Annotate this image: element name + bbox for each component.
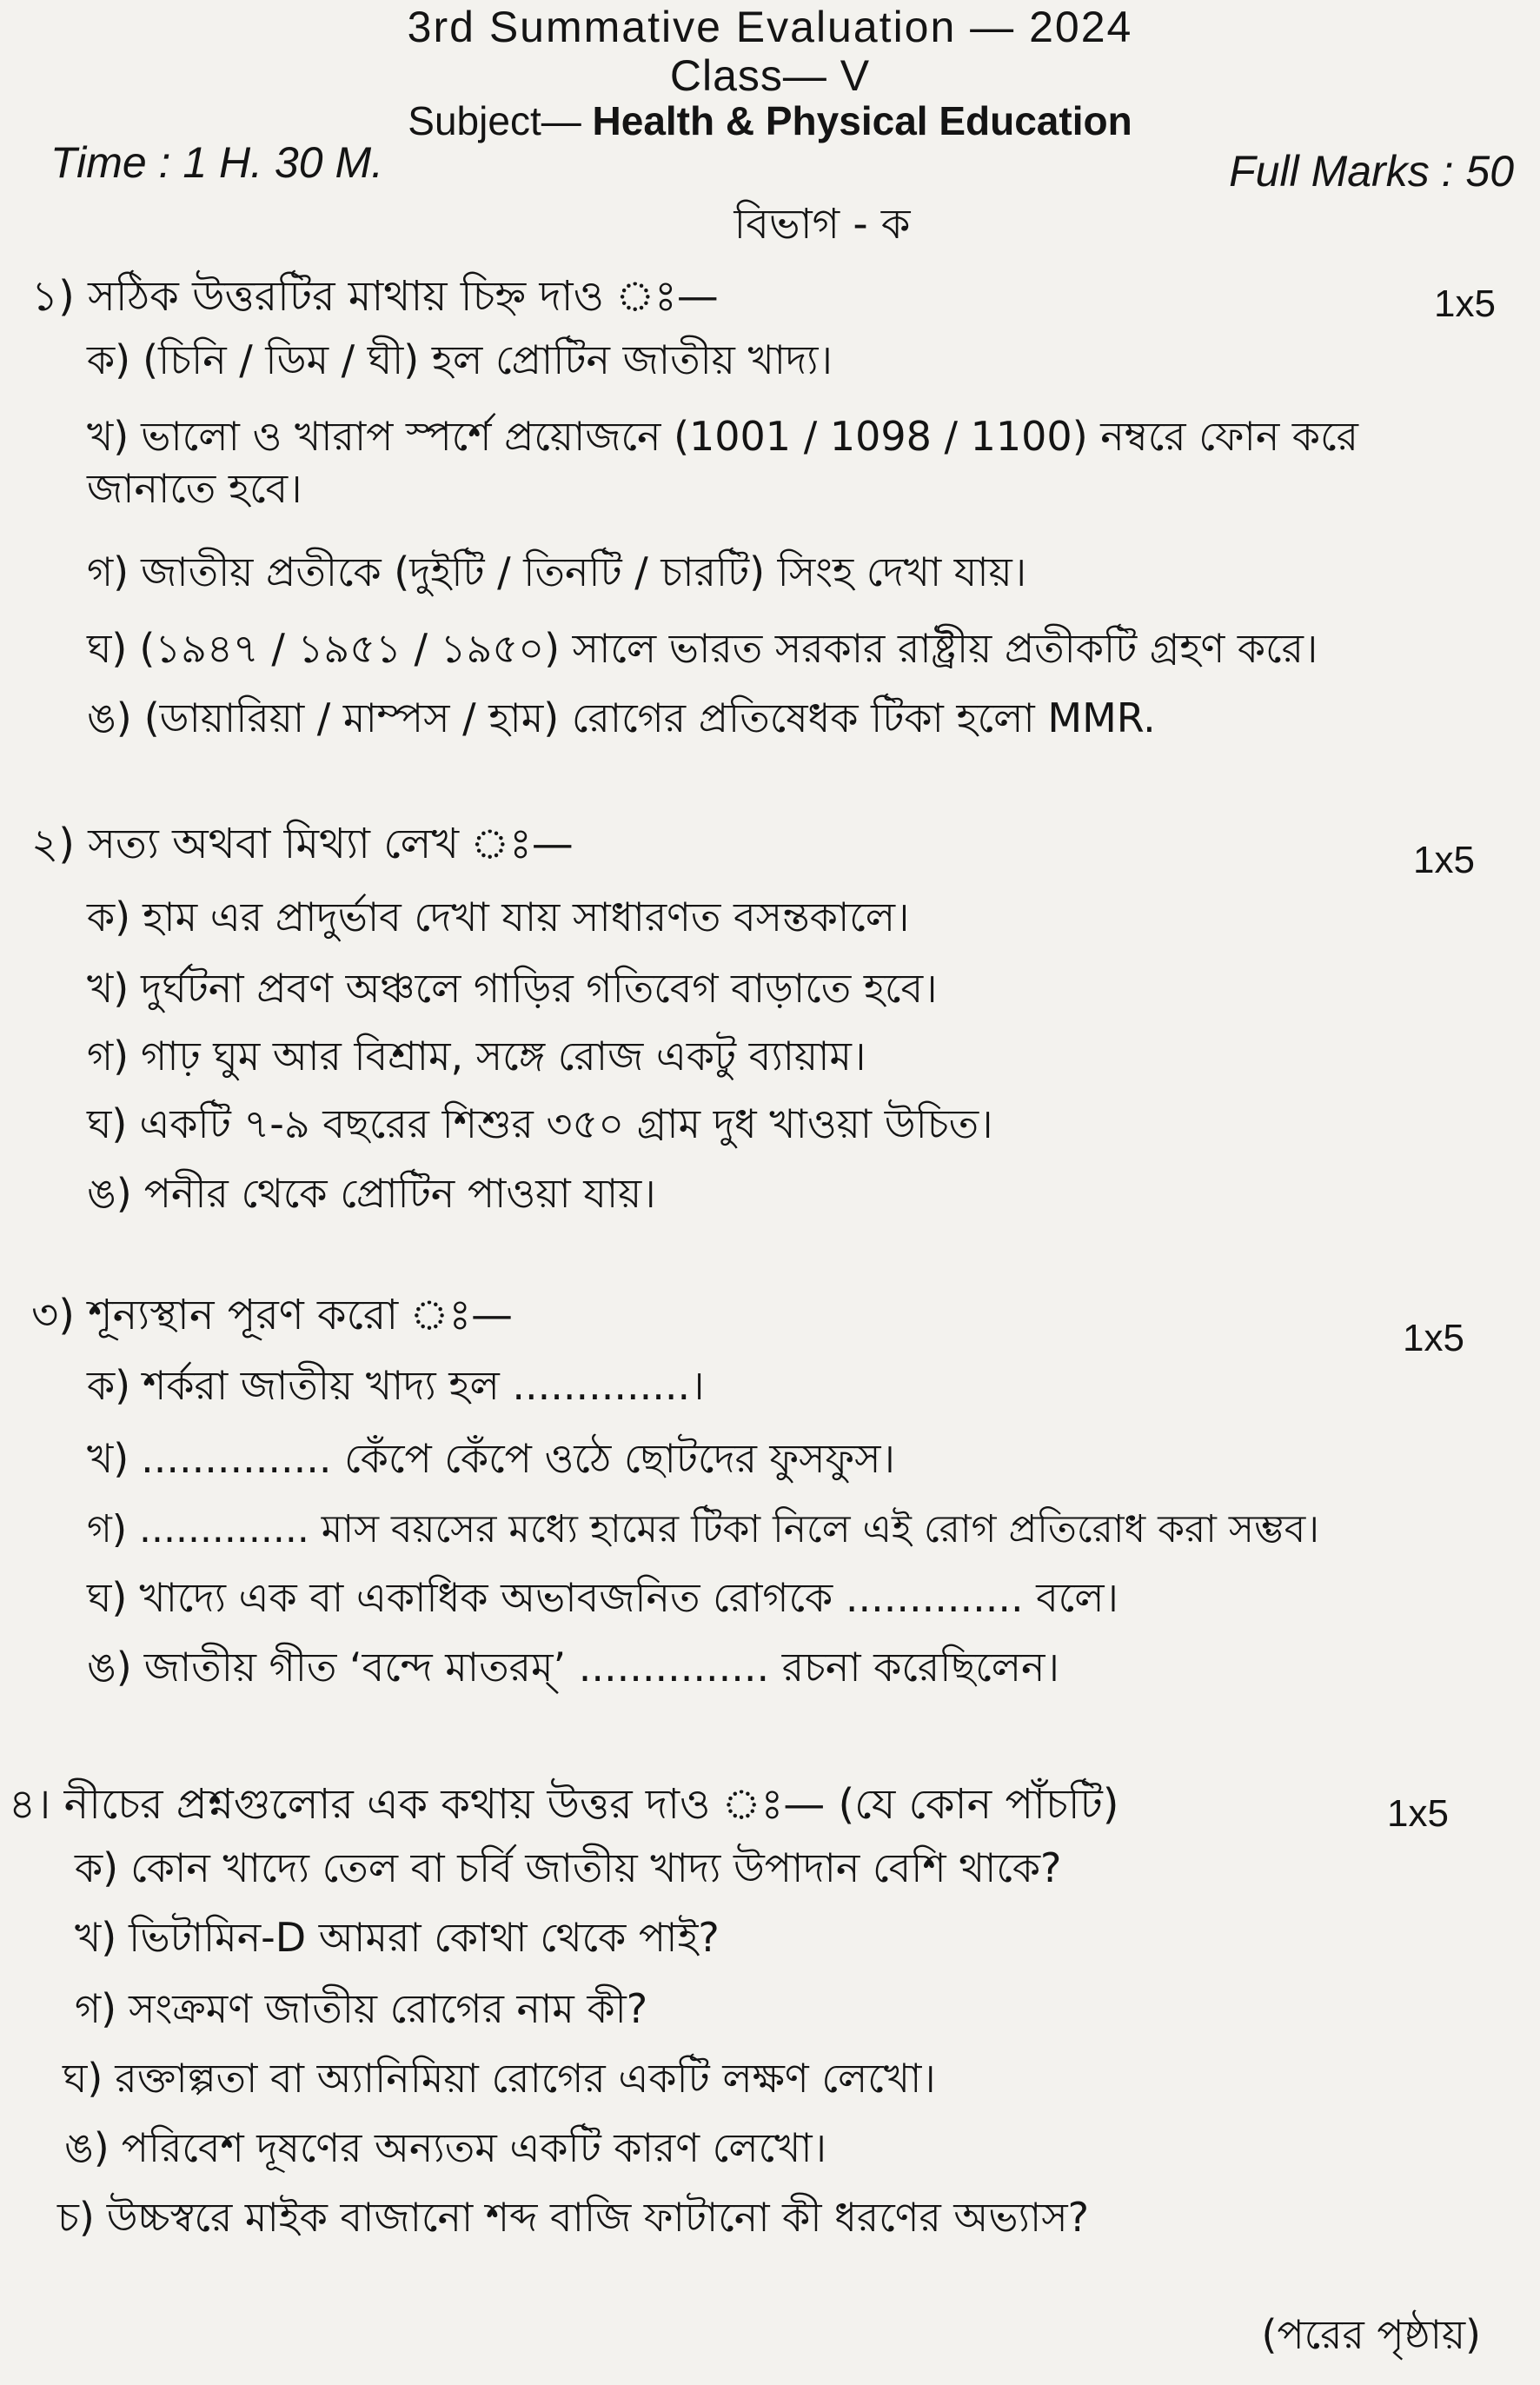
q3-item-d: [87, 1571, 1512, 1624]
item-label: ঙ): [87, 1170, 132, 1217]
q2-item-d: [87, 1098, 1512, 1150]
question-1-heading: ১) সঠিক উত্তরটির মাথায় চিহ্ন দাও ঃ—: [31, 272, 719, 321]
item-label: গ): [75, 1985, 117, 2032]
subject-prefix: Subject—: [408, 98, 581, 143]
item-label: ঙ): [64, 2124, 110, 2171]
item-label: খ): [75, 1914, 117, 1961]
item-text: হাম এর প্রাদুর্ভাব দেখা যায় সাধারণত বসন্তকালে।: [143, 894, 910, 940]
exam-title: 3rd Summative Evaluation — 2024: [407, 3, 1133, 51]
question-1-marks: 1x5: [1434, 282, 1496, 325]
item-text: ভালো ও খারাপ স্পর্শে প্রয়োজনে (1001 / 1098 / 1100) নম্বরে ফোন করে জানাতে হবে।: [87, 413, 1358, 512]
question-4-heading: ৪। নীচের প্রশ্নগুলোর এক কথায় উত্তর দাও ঃ— (যে কোন পাঁচটি): [9, 1780, 1119, 1829]
class-label: Class— V: [669, 51, 871, 100]
next-page-note: (পরের পৃষ্ঠায়): [1261, 2311, 1481, 2358]
question-2-heading: ২) সত্য অথবা মিথ্যা লেখ ঃ—: [31, 820, 574, 868]
item-text: একটি ৭-৯ বছরের শিশুর ৩৫০ গ্রাম দুধ খাওয়া উচিত।: [139, 1100, 993, 1147]
q4-item-c: [75, 1983, 1500, 2035]
item-text: ভিটামিন-D আমরা কোথা থেকে পাই?: [129, 1914, 720, 1961]
question-3-marks: 1x5: [1403, 1317, 1464, 1359]
q2-item-b: [87, 962, 1512, 1014]
item-text: কোন খাদ্যে তেল বা চর্বি জাতীয় খাদ্য উপাদান বেশি থাকে?: [130, 1844, 1062, 1891]
item-label: গ): [87, 1033, 129, 1080]
q4-item-d: [63, 2052, 1488, 2104]
q4-item-a: [75, 1842, 1500, 1894]
item-text: (ডায়ারিয়া / মাম্পস / হাম) রোগের প্রতিষেধক টিকা হলো MMR.: [143, 694, 1156, 741]
item-text: দুর্ঘটনা প্রবণ অঞ্চলে গাড়ির গতিবেগ বাড়াতে হবে।: [141, 965, 938, 1012]
item-text: জাতীয় গীত ‘বন্দে মাতরম্’ ............... রচনা করেছিলেন।: [143, 1644, 1059, 1691]
question-2-marks: 1x5: [1413, 839, 1475, 881]
time-allowed: Time : 1 H. 30 M.: [50, 138, 383, 187]
q2-item-e: [87, 1167, 1512, 1219]
item-label: ঙ): [87, 694, 132, 741]
item-label: ঙ): [87, 1644, 132, 1691]
item-label: গ): [87, 548, 129, 595]
item-text: পনীর থেকে প্রোটিন পাওয়া যায়।: [143, 1170, 656, 1217]
q3-item-c: [87, 1504, 1512, 1556]
subject-name: Health & Physical Education: [592, 98, 1132, 143]
item-label: ক): [87, 1362, 131, 1409]
q1-item-d: [87, 622, 1512, 674]
item-label: ঘ): [87, 1100, 128, 1147]
q1-item-b: [87, 410, 1460, 515]
item-text: (১৯৪৭ / ১৯৫১ / ১৯৫০) সালে ভারত সরকার রাষ্ট্রীয় প্রতীকটি গ্রহণ করে।: [139, 625, 1318, 672]
q4-item-b: [75, 1911, 1500, 1963]
item-text: ............... কেঁপে কেঁপে ওঠে ছোটদের ফুসফুস।: [141, 1435, 895, 1482]
item-text: পরিবেশ দূষণের অন্যতম একটি কারণ লেখো।: [121, 2124, 827, 2171]
item-label: খ): [87, 1435, 129, 1482]
item-text: জাতীয় প্রতীকে (দুইটি / তিনটি / চারটি) সিংহ দেখা যায়।: [141, 548, 1027, 595]
item-text: উচ্চস্বরে মাইক বাজানো শব্দ বাজি ফাটানো কী ধরণের অভ্যাস?: [106, 2194, 1090, 2241]
question-4-marks: 1x5: [1387, 1792, 1449, 1835]
item-label: ঘ): [87, 1574, 128, 1621]
item-label: ক): [87, 894, 131, 940]
item-text: গাঢ় ঘুম আর বিশ্রাম, সঙ্গে রোজ একটু ব্যায়াম।: [141, 1033, 866, 1080]
item-text: রক্তাল্পতা বা অ্যানিমিয়া রোগের একটি লক্ষণ লেখো।: [115, 2055, 936, 2102]
item-text: সংক্রমণ জাতীয় রোগের নাম কী?: [129, 1985, 648, 2032]
q3-item-a: [87, 1359, 1512, 1412]
q1-item-a: [87, 334, 1512, 386]
item-text: খাদ্যে এক বা একাধিক অভাবজনিত রোগকে .............. বলে।: [139, 1574, 1119, 1621]
question-3-heading: ৩) শূন্যস্থান পূরণ করো ঃ—: [31, 1291, 514, 1339]
q2-item-a: [87, 891, 1512, 943]
item-label: চ): [57, 2194, 95, 2241]
item-label: ক): [75, 1844, 119, 1891]
item-text: শর্করা জাতীয় খাদ্য হল ..............।: [143, 1362, 705, 1409]
item-text: .............. মাস বয়সের মধ্যে হামের টিকা নিলে এই রোগ প্রতিরোধ করা সম্ভব।: [139, 1507, 1320, 1551]
q2-item-c: [87, 1030, 1512, 1082]
item-label: গ): [87, 1507, 128, 1551]
q4-item-e: [64, 2122, 1490, 2174]
item-text: (চিনি / ডিম / ঘী) হল প্রোটিন জাতীয় খাদ্য।: [143, 336, 833, 383]
full-marks: Full Marks : 50: [1229, 147, 1514, 196]
q1-item-c: [87, 546, 1512, 598]
q1-item-e: [87, 692, 1512, 744]
item-label: ঘ): [63, 2055, 103, 2102]
item-label: ঘ): [87, 625, 128, 672]
q4-item-f: [57, 2191, 1483, 2243]
item-label: ক): [87, 336, 131, 383]
q3-item-b: [87, 1432, 1512, 1485]
section-title: বিভাগ - ক: [733, 200, 911, 249]
item-label: খ): [87, 413, 129, 460]
item-label: খ): [87, 965, 129, 1012]
q3-item-e: [87, 1641, 1512, 1693]
